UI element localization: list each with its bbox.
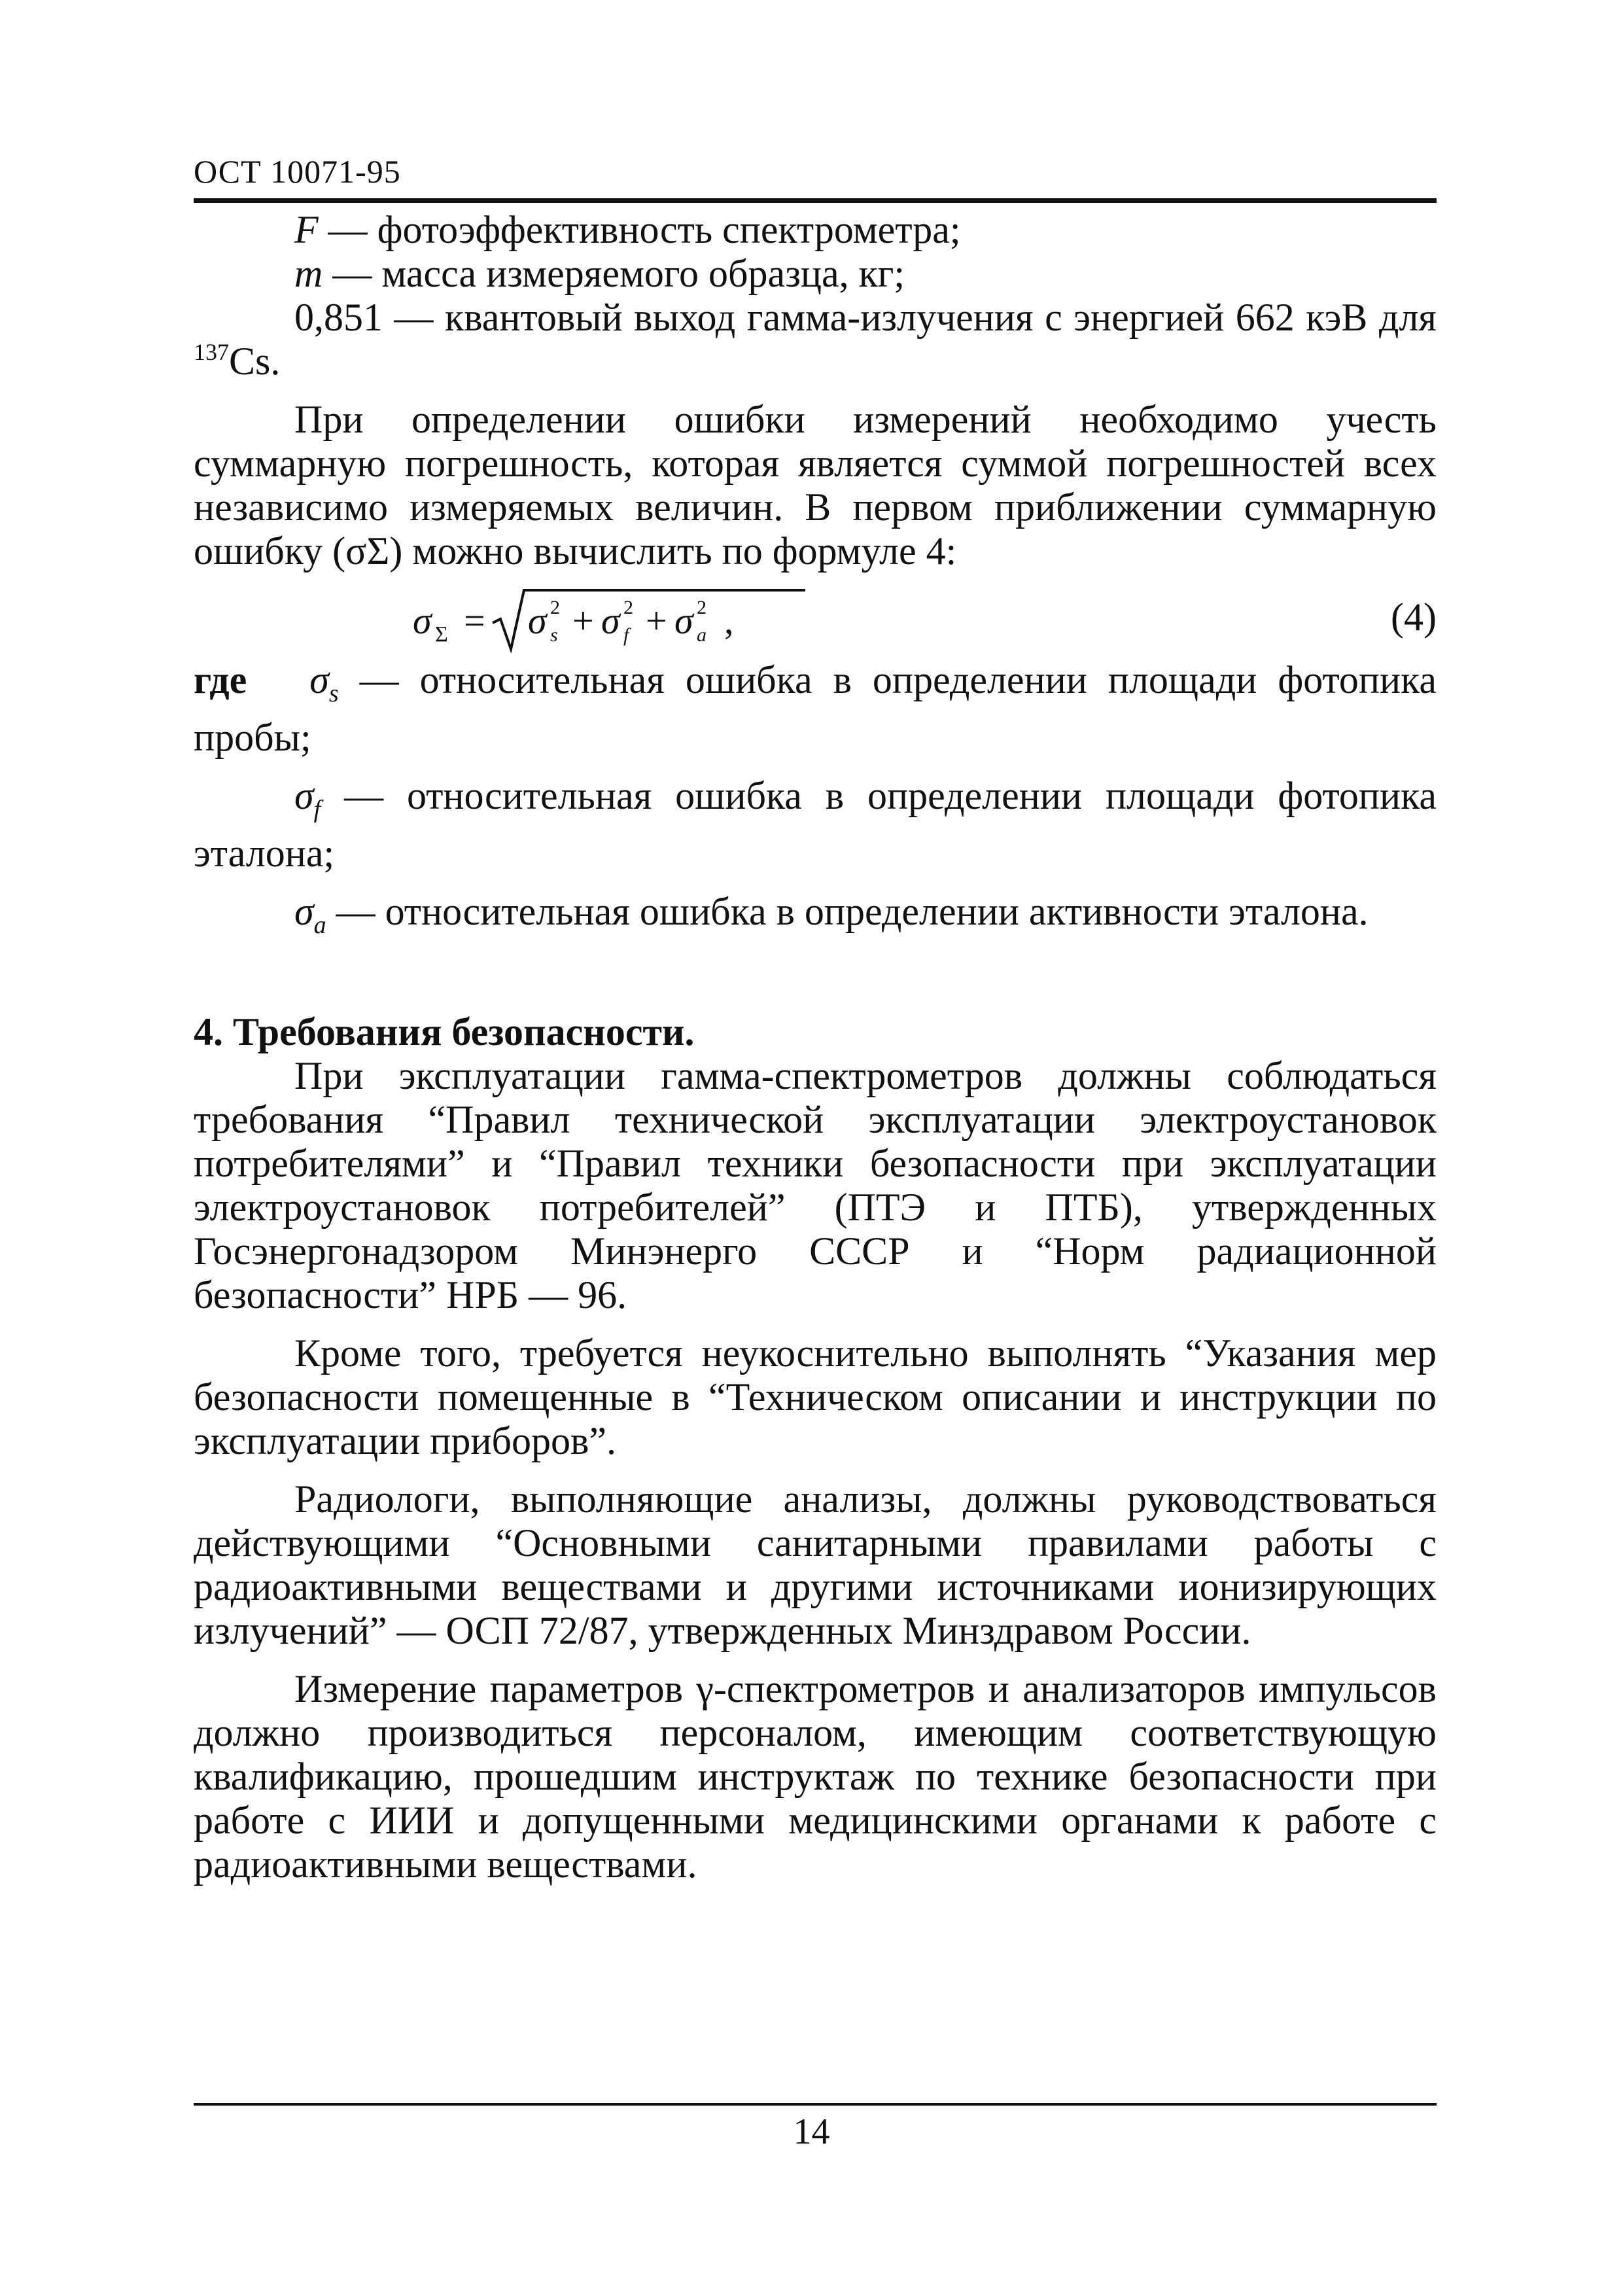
term-f-sigma: σ: [601, 599, 620, 642]
where-item-a: [194, 890, 1437, 947]
definition-f: [194, 208, 1437, 252]
formula-lhs-sub: Σ: [435, 622, 448, 646]
safety-paragraph-4: Измерение параметров γ-спектрометров и анализаторов импульсов должно производиться персоналом, имеющим соответствующую квалификацию, прошедшим инструктаж по технике безопасности при работе с ИИИ и допущенными медицинскими органами к работе с радиоактивными веществами.: [194, 1667, 1437, 1886]
term-s-sup: 2: [550, 597, 560, 618]
header-rule: [194, 198, 1437, 203]
quantum-yield-text: 0,851 — квантовый выход гамма-излучения с энергией 662 кэВ для: [294, 296, 1437, 339]
term-s-sigma: σ: [528, 599, 547, 642]
isotope-symbol: Cs.: [229, 340, 281, 383]
where-a-sub: a: [313, 911, 326, 939]
plus-1: +: [572, 599, 594, 642]
term-a-sup: 2: [697, 597, 707, 618]
where-a-text: — относительная ошибка в определении активности эталона.: [326, 890, 1369, 933]
where-f-sub: f: [313, 796, 321, 823]
formula-equals: =: [464, 599, 485, 642]
safety-paragraph-1: При эксплуатации гамма-спектрометров должны соблюдаться требования “Правил технической эксплуатации электроустановок потребителями” и “Правил техники безопасности при эксплуатации электроустановок потребителей” (ПТЭ и ПТБ), утвержденных Госэнергонадзором Минэнерго СССР и “Норм радиационной безопасности” НРБ — 96.: [194, 1054, 1437, 1316]
where-lead: где: [194, 658, 247, 701]
where-f-sigma: σ: [294, 774, 314, 817]
definition-m-text: — масса измеряемого образца, кг;: [323, 252, 905, 295]
term-a-sigma: σ: [674, 599, 693, 642]
symbol-f: F: [294, 208, 319, 251]
symbol-m: m: [294, 252, 323, 295]
formula-trailing-comma: ,: [724, 599, 734, 642]
formula-lhs-sigma: σ: [413, 599, 432, 642]
formula-4: [194, 581, 1437, 653]
where-item-s: [194, 658, 1437, 760]
term-s-sub: s: [550, 624, 558, 646]
where-f-text: — относительная ошибка в определении площади фотопика эталона;: [194, 774, 1437, 875]
safety-paragraph-3: Радиологи, выполняющие анализы, должны руководствоваться действующими “Основными санитарными правилами работы с радиоактивными веществами и другими источниками ионизирующих излучений” — ОСП 72/87, утвержденных Минздравом России.: [194, 1477, 1437, 1652]
page-content: [194, 208, 1437, 1886]
footer-rule: [194, 2103, 1437, 2106]
term-f-sub: f: [623, 624, 629, 646]
where-item-f: [194, 774, 1437, 875]
plus-2: +: [646, 599, 667, 642]
term-a-sub: a: [697, 624, 707, 646]
where-a-sigma: σ: [294, 890, 314, 933]
quantum-yield-paragraph: [194, 296, 1437, 383]
term-f-sup: 2: [623, 597, 633, 618]
where-s-sub: s: [328, 680, 339, 707]
definition-m: [194, 252, 1437, 296]
isotope-mass: 137: [194, 339, 229, 365]
where-s-text: — относительная ошибка в определении площади фотопика пробы;: [194, 658, 1437, 759]
formula-number: (4): [1391, 595, 1437, 639]
document-code: ОСТ 10071-95: [194, 153, 401, 190]
formula-equation: [413, 581, 858, 653]
where-s-sigma: σ: [309, 658, 329, 701]
safety-paragraph-2: Кроме того, требуется неукоснительно выполнять “Указания мер безопасности помещенные в “Техническом описании и инструкции по эксплуатации приборов”.: [194, 1332, 1437, 1462]
page-number: 14: [793, 2111, 830, 2152]
definition-f-text: — фотоэффективность спектрометра;: [318, 208, 961, 251]
section-title: 4. Требования безопасности.: [194, 1010, 695, 1053]
error-paragraph: При определении ошибки измерений необходимо учесть суммарную погрешность, которая является суммой погрешностей всех независимо измеряемых величин. В первом приближении суммарную ошибку (σΣ) можно вычислить по формуле 4:: [194, 398, 1437, 573]
